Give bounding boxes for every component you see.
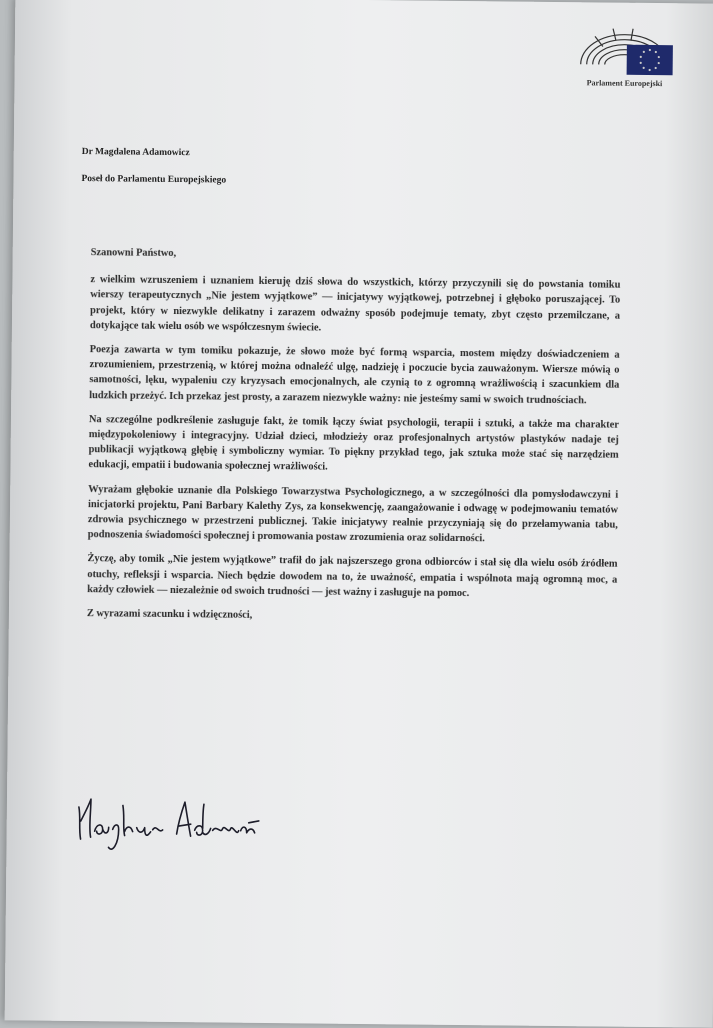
closing: Z wyrazami szacunku i wdzięczności,: [86, 608, 253, 621]
paragraph-4: Wyrażam głębokie uznanie dla Polskiego Towarzystwa Psychologicznego, a w szczególności dla pomysłodawczyni i inicjatorki projektu, Pani Barbary Kalethy Zys, za konsekwencję, zaangażowanie i odwagę w podejmowaniu tematów zdrowia psychicznego w przestrzeni publicznej. Takie inicjatywy realnie przyczyniają się do przełamywania tabu, podnoszenia świadomości społecznej i promowania postaw zrozumienia oraz solidarności.: [87, 483, 619, 545]
paragraph-1: z wielkim wzruszeniem i uznaniem kieruję dziś słowa do wszystkich, którzy przyczynili się do powstania tomiku wierszy terapeutycznych „Nie jestem wyjątkowe” — inicjatywy wyjątkowej, potrzebnej i głęboko poruszającej. To projekt, który w niezwykle delikatny i zarazem odważny sposób podejmuje tematy, zbyt często przemilczane, a dotykające tak wielu osób we współczesnym świecie.: [89, 274, 621, 334]
letter-page: [5, 0, 713, 1028]
handwritten-signature: [72, 787, 263, 869]
paragraph-3: Na szczególne podkreślenie zasługuje fakt, że tomik łączy świat psychologii, terapii i sztuki, a także ma charakter międzypokoleniowy i integracyjny. Udział dzieci, młodzieży oraz profesjonalnych artystów plastyków nadaje tej publikacji wyjątkową głębię i symboliczny wymiar. To piękny przykład tego, jak sztuka może stać się narzędziem edukacji, empatii i budowania społecznej wrażliwości.: [88, 413, 619, 474]
salutation: Szanowni Państwo,: [90, 247, 177, 260]
letter-body: [87, 245, 621, 636]
sender-title: Poseł do Parlamentu Europejskiego: [81, 174, 227, 186]
logo-caption: Parlament Europejski: [586, 78, 663, 89]
sender-name: Dr Magdalena Adamowicz: [81, 147, 190, 159]
paragraph-2: Poezja zawarta w tym tomiku pokazuje, że słowo może być formą wsparcia, mostem między doświadczeniem a zrozumieniem, przestrzenią, w której można odnaleźć ulgę, nadzieję i poczucie bycia zauważonym. Wiersze mówią o samotności, lęku, wypaleniu czy kryzysach emocjonalnych, ale czynią to z ogromną wrażliwością i szacunkiem dla ludzkich przeżyć. Ich przekaz jest prosty, a zarazem niezwykle ważny: nie jesteśmy sami w swoich trudnościach.: [89, 344, 620, 406]
paragraph-5: Życzę, aby tomik „Nie jestem wyjątkowe” trafił do jak najszerszego grona odbiorców i stał się dla wielu osób źródłem otuchy, refleksji i wsparcia. Niech będzie dowodem na to, że uważność, empatia i wspólnota mają ogromną moc, a każdy człowiek — niezależnie od swoich trudności — jest ważny i zasługuje na pomoc.: [87, 553, 618, 599]
